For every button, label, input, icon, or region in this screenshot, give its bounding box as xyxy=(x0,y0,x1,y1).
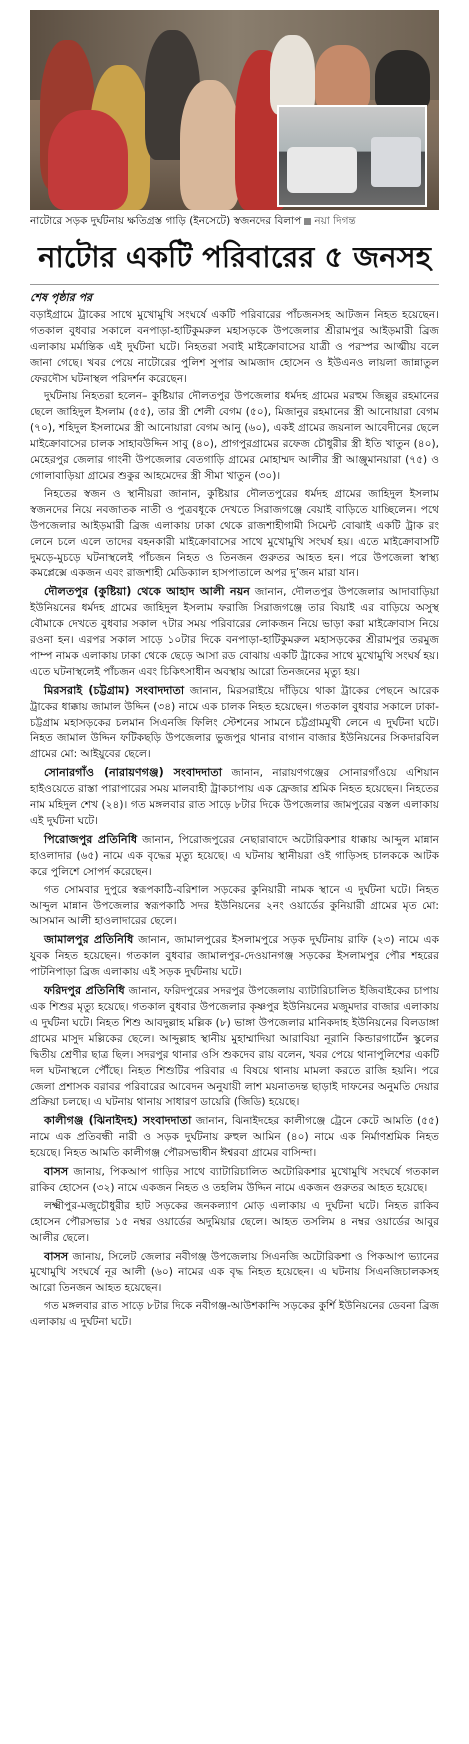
paragraph-text: গত সোমবার দুপুরে স্বরূপকাঠি-বরিশাল সড়কের কুনিয়ারী নামক স্থানে এ দুর্ঘটনা ঘটে। নিহত আব্দুল মান্নান উপজেলার স্বরূপকাঠি সদর ইউনিয়নের ২নং ওয়ার্ডের কুনিয়ারী গ্রামের মৃত মো: আসমান আলী হাওলাদারের ছেলে। xyxy=(30,883,439,928)
article-paragraph xyxy=(30,932,439,981)
article-paragraph xyxy=(30,1199,439,1247)
paragraph-text: জানান, জামালপুরের ইসলামপুরে সড়ক দুর্ঘটনায় রাফি (২৩) নামে এক যুবক নিহত হয়েছেন। গতকাল বুধবার জামালপুর-দেওয়ানগঞ্জ সড়কের ইসলামপুর পৌর শহরের পাটনিপাড়া ব্রিজ এলাকায় এই সড়ক দুর্ঘটনায় ঘটে। xyxy=(30,934,439,979)
dateline: মিরসরাই (চট্টগ্রাম) সংবাদদাতা xyxy=(44,683,185,697)
paragraph-text: জানান, নারায়ণগঞ্জের সোনারগাঁওয়ে এশিয়ান হাইওয়েতে রাস্তা পারাপারের সময় মালবাহী ট্রাকচাপায় এক ফ্রেজার শ্রমিক নিহত হয়েছেন। নিহতের নাম মহিদুল শেখ (২৪)। গত মঙ্গলবার রাত সাড়ে ৮টার দিকে উপজেলার জামপুরের বস্তল এলাকায় এই দুর্ঘটনা ঘটে। xyxy=(30,767,439,827)
paragraph-text: জানান, ফরিদপুরের সদরপুর উপজেলায় ব্যাটারিচালিত ইজিবাইকের চাপায় এক শিশুর মৃত্যু হয়েছে। গতকাল বুধবার উপজেলার কৃষ্ণপুর ইউনিয়নের মজুমদার বাজার এলাকায় এ দুর্ঘটনা ঘটে। নিহত শিশু আবদুল্লাহ মল্লিক (৮) ভাঙ্গা উপজেলার মানিকদাহ ইউনিয়নের বিলডাঙ্গা গ্রামের মাসুদ মল্লিকের ছেলে। আব্দুল্লাহ স্থানীয় মুহাম্মাদিয়া আরাবিয়া নূরানি কিন্ডারগার্টেন স্কুলের দ্বিতীয় শ্রেণীর ছাত্র ছিল। সদরপুর থানার ওসি শুকদেব রায় বলেন, খবর পেয়ে থানাপুলিশের একটি দল ঘটনাস্থলে পৌঁছে। নিহত শিশুটির পরিবার এ বিষয়ে থানায় মামলা করতে রাজি হয়নি। পরে জেলা প্রশাসক বরাবর পরিবারের আবেদন অনুযায়ী লাশ ময়নাতদন্ত ছাড়াই দাফনের অনুমতি দেয়ার প্রক্রিয়া চলছে। এ ঘটনায় থানায় সাধারণ ডায়েরি (জিডি) হয়েছে। xyxy=(30,985,439,1109)
article-paragraph xyxy=(30,1113,439,1162)
paragraph-text: জানান, মিরসরাইয়ে দাঁড়িয়ে থাকা ট্রাকের পেছনে আরেক ট্রাকের ধাক্কায় জামাল উদ্দিন (৩৪) নামে এক চালক নিহত হয়েছেন। গতকাল বুধবার সকালে ঢাকা-চট্টগ্রাম মহাসড়কের চলমান সিএনজি ফিলিং স্টেশনের সামনে চট্টগ্রামমুখী লেনে এ দুর্ঘটনা ঘটে। নিহত জামাল উদ্দিন ফটিকছড়ি উপজেলার ভুজপুর থানার বাগান বাজার ইউনিয়নের সিকদারবিল গ্রামের মো: আইয়ুবের ছেলে। xyxy=(30,684,439,761)
article-paragraph xyxy=(30,584,439,680)
paragraph-text: জানান, দৌলতপুর উপজেলার আদাবাড়িয়া ইউনিয়নের ধর্মদহ গ্রামের জাহিদুল ইসলাম ফরাজি সিরাজগঞ্জে তার বিয়াই এর বাড়িয়ে অসুস্থ বৌমাকে দেখতে বুধবার সকাল ৭টার সময় পরিবারের লোকজন নিয়ে ভাড়া করা মাইক্রোবাস নিয়ে রওনা হন। এরপর সকাল সাড়ে ১০টার দিকে বনপাড়া-হাটিকুমরুল মহাসড়কের শ্রীরামপুর তরমুজ পাম্প নামক এলাকায় ঢাকা থেকে ছেড়ে আসা রড বোঝায় একটি ট্রাকের সাথে মুখোমুখি সংঘর্ষ হয়। এতে ঘটনাস্থলেই পাঁচজন এবং চিকিৎসাধীন অবস্থায় আরো তিনজনের মৃত্যু হয়। xyxy=(30,586,439,678)
paragraph-text: লক্ষ্মীপুর-মজুচৌধুরীর হাট সড়কের জনকল্যাণ মোড় এলাকায় এ দুর্ঘটনা ঘটে। নিহত রাকিব হোসেন পৌরসভার ১৫ নম্বর ওয়ার্ডের অদুমিয়ার ছেলে। আহত তসলিম ৪ নম্বর ওয়ার্ডের আবুর আলীর ছেলে। xyxy=(30,1199,439,1244)
paragraph-text: জানান, পিরোজপুরের নেছারাবাদে অটোরিকশার ধাক্কায় আব্দুল মান্নান হাওলাদার (৬৫) নামে এক বৃদ্ধের মৃত্যু হয়েছে। এ ঘটনায় স্থানীয়রা ওই গাড়িসহ চালককে আটক করে পুলিশে সোপর্দ করেছেন। xyxy=(30,833,439,878)
paragraph-text: জানায়, পিকআপ গাড়ির সাথে ব্যাটারিচালিত অটোরিকশার মুখোমুখি সংঘর্ষে গতকাল রাকিব হোসেন (৩২) নামে একজন নিহত ও তহলিম উদ্দিন নামে একজন গুরুতর আহত হয়েছে। xyxy=(30,1166,439,1194)
photo-person xyxy=(315,45,370,110)
article-paragraph xyxy=(30,883,439,931)
dateline: জামালপুর প্রতিনিধি xyxy=(44,933,134,947)
photo-caption xyxy=(30,212,439,230)
photo-person xyxy=(180,80,240,210)
photo-person xyxy=(48,110,128,210)
paragraph-text: গত মঙ্গলবার রাত সাড়ে ৮টার দিকে নবীগঞ্জ-আউশকান্দি সড়কের কুর্শি ইউনিয়নের ডেবনা ব্রিজ এলাকায় এ দুর্ঘটনা ঘটে। xyxy=(30,1300,439,1329)
vehicle xyxy=(371,137,421,187)
dateline: দৌলতপুর (কুষ্টিয়া) থেকে আহাদ আলী নয়ন xyxy=(44,585,250,599)
article-paragraph xyxy=(30,683,439,764)
photo-person xyxy=(270,35,315,115)
dateline: ফরিদপুর প্রতিনিধি xyxy=(44,984,125,998)
paragraph-text: দুর্ঘটনায় নিহতরা হলেন– কুষ্টিয়ার দৌলতপুর উপজেলার ধর্মদহ গ্রামের মরহুম জিল্লুর রহমানের ছেলে জাহিদুল ইসলাম (৫৫), তার স্ত্রী শেলী বেগম (৫০), মিজানুর রহমানের স্ত্রী আনোয়ারা বেগম (৭০), শহিদুল ইসলামের স্ত্রী আনোয়ারা বেগম আনু (৬০), একই গ্রামের জয়নাল আবেদীনের ছেলে মাইক্রোবাসের চালক সাহাবউদ্দিন সাবু (৪০), প্রাগপুরগ্রামের রফেজ চৌধুরীর স্ত্রী ইতি খাতুন (৪০), মেহেরপুর জেলার গাংনী উপজেলার বেতগাড়ি গ্রামের মোহাম্মদ আলীর স্ত্রী আঞ্জুমানয়ারা (৭৫) ও গোলাবাড়িয়া গ্রামের শুকুর আহমেদের স্ত্রী সীমা খাতুন (৩০)। xyxy=(30,390,439,482)
square-bullet-icon xyxy=(304,218,311,225)
paragraph-text: জানান, ঝিনাইদহের কালীগঞ্জে ট্রেনে কেটে আমতি (৫৫) নামে এক প্রতিবন্ধী নারী ও সড়ক দুর্ঘটনায় রুহুল আমিন (৪০) নামে এক নির্মাণশ্রমিক নিহত হয়েছে। নিহত আমতি কালীগঞ্জ পৌরসভাধীন ঈশ্বরবা গ্রামের বাসিন্দা। xyxy=(30,1115,439,1160)
article-paragraph xyxy=(30,1299,439,1331)
dateline: সোনারগাঁও (নারায়ণগঞ্জ) সংবাদদাতা xyxy=(44,766,222,780)
article-paragraph xyxy=(30,832,439,881)
article-paragraph xyxy=(30,308,439,388)
article-paragraph xyxy=(30,983,439,1111)
divider xyxy=(30,284,439,285)
dateline: পিরোজপুর প্রতিনিধি xyxy=(44,832,138,846)
article-paragraph xyxy=(30,1249,439,1298)
dateline: বাসস xyxy=(44,1249,69,1263)
article-paragraph xyxy=(30,389,439,484)
dateline: বাসস xyxy=(44,1165,69,1179)
article-paragraphs xyxy=(30,308,439,1331)
paragraph-text: নিহতের স্বজন ও স্থানীয়রা জানান, কুষ্টিয়ার দৌলতপুরের ধর্মদহ গ্রামের জাহিদুল ইসলাম স্বজনদের নিয়ে নবজাতক নাতী ও পুত্রবধূকে দেখতে সিরাজগঞ্জে বেয়াই বাড়িতে যাচ্ছিলেন। পথে উপজেলার আইড়মারী ব্রিজ এলাকায় ঢাকা থেকে রাজশাহীগামী সিমেন্ট বোঝাই একটি ট্রাক রং লেনে চলে এলে তাদের বহনকারী মাইক্রোবাসের সাথে মুখোমুখি সংঘর্ষ হয়। এতে মাইক্রোবাসটি দুমড়ে-মুচড়ে ঘটনাস্থলেই পাঁচজন নিহত ও তিনজন গুরুতর আহত হন। পরে উপজেলা স্বাস্থ্য কমপ্লেক্সে একজন এবং রাজশাহী মেডিক্যাল হাসপাতালে অপর দু’জন মারা যান। xyxy=(30,487,439,580)
photo-credit: নয়া দিগন্ত xyxy=(314,215,356,227)
caption-text: নাটোরে সড়ক দুর্ঘটনায় ক্ষতিগ্রস্ত গাড়ি (ইনসেটে) স্বজনদের বিলাপ xyxy=(30,215,302,227)
article-paragraph xyxy=(30,1164,439,1197)
continuation-kicker: শেষ পৃষ্ঠার পর xyxy=(30,291,93,304)
article-body xyxy=(30,290,439,1740)
dateline: কালীগঞ্জ (ঝিনাইদহ) সংবাদদাতা xyxy=(44,1114,192,1128)
headline: নাটোর একটি পরিবারের ৫ জনসহ xyxy=(38,240,431,274)
article-paragraph xyxy=(30,487,439,582)
news-photo xyxy=(30,10,439,210)
inset-photo-damaged-vehicle xyxy=(277,105,427,207)
article-paragraph xyxy=(30,765,439,830)
paragraph-text: জানায়, সিলেট জেলার নবীগঞ্জ উপজেলায় সিএনজি অটোরিকশা ও পিকআপ ভ্যানের মুখোমুখি সংঘর্ষে নূর আলী (৬০) নামের এক বৃদ্ধ নিহত হয়েছেন। এ ঘটনায় সিএনজিচালকসহ আরো তিনজন আহত হয়েছেন। xyxy=(30,1250,439,1295)
damaged-car xyxy=(287,147,357,193)
photo-person xyxy=(375,50,430,110)
paragraph-text: বড়াইগ্রামে ট্রাকের সাথে মুখোমুখি সংঘর্ষে একটি পরিবারের পাঁচজনসহ আটজন নিহত হয়েছেন। গতকাল বুধবার সকালে বনপাড়া-হাটিকুমরুল মহাসড়কে উপজেলার শ্রীরামপুর আইড়মারী ব্রিজ এলাকায় মর্মান্তিক এই দুর্ঘটনা ঘটে। নিহতরা সবাই মাইক্রোবাসের যাত্রী ও পরস্পর আত্মীয় বলে জানা গেছে। খবর পেয়ে নাটোরের পুলিশ সুপার আমজাদ হোসেন ও ইউএনও লায়লা জান্নাতুল ফেরদৌস ঘটনাস্থল পরিদর্শন করেছেন। xyxy=(30,308,439,385)
